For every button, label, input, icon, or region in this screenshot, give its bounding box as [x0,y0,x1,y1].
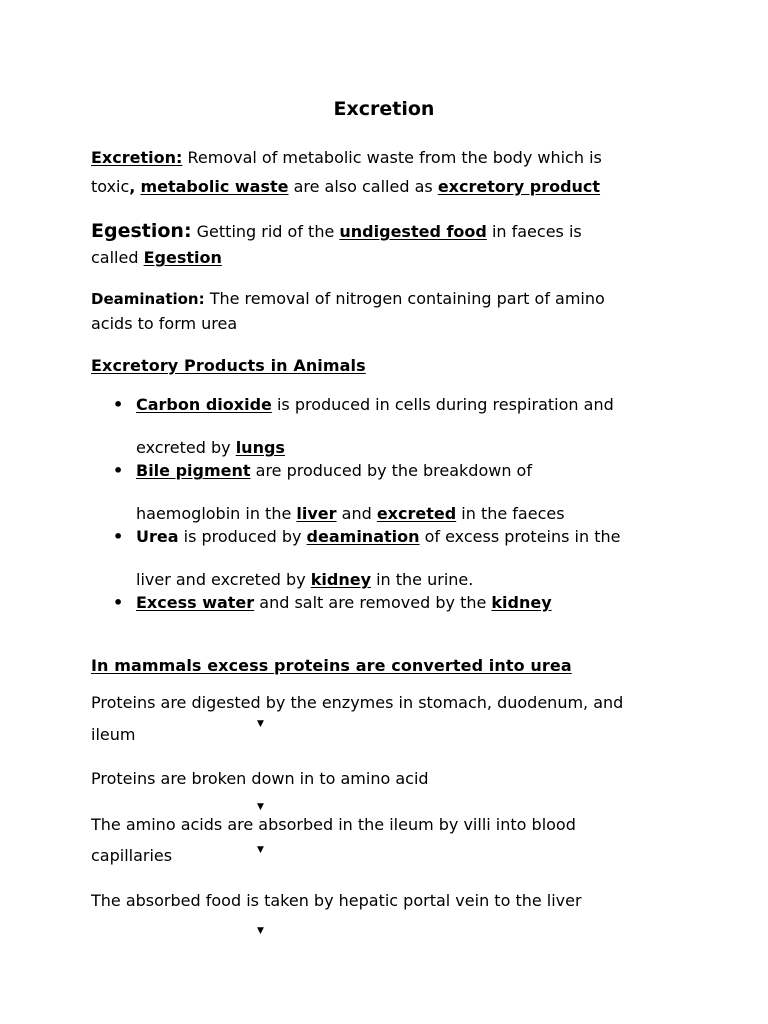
egestion-definition-line2 [91,248,222,268]
bullet-bile-pigment-line2 [136,504,565,524]
deamination-text: The removal of nitrogen containing part of amino [204,289,605,308]
flow-step-1-line2: ileum [91,725,136,744]
excretion-definition-line1 [91,148,602,168]
lungs-term: lungs [235,438,285,457]
down-arrow-icon: ▼ [257,926,264,936]
mammals-heading: In mammals excess proteins are converted into urea [91,656,572,675]
excretion-text: Removal of metabolic waste from the body which is [182,148,602,167]
egestion-term: Egestion: [91,220,192,242]
excretion-definition-line2 [91,177,600,197]
flow-step-4: The absorbed food is taken by hepatic portal vein to the liver [91,891,582,910]
egestion-text: Getting rid of the [191,222,340,241]
bullet-marker: • [113,593,124,612]
bullet-marker: • [113,395,124,414]
bile-pigment-text-faeces: in the faeces [456,504,565,523]
egestion-text-called: called [91,248,144,267]
bile-pigment-term: Bile pigment [136,461,251,480]
bullet-excess-water-line1 [136,593,552,613]
bile-pigment-text-and: and [336,504,377,523]
flow-step-3-line1: The amino acids are absorbed in the ileum by villi into blood [91,815,576,834]
kidney-term: kidney [310,570,371,589]
excess-water-text: and salt are removed by the [254,593,492,612]
excretion-text-toxic: toxic [91,177,130,196]
urea-term: Urea [136,527,179,546]
deamination-definition-line1 [91,289,605,309]
down-arrow-icon: ▼ [257,845,264,855]
bullet-urea-line1 [136,527,620,547]
bullet-carbon-dioxide-line1 [136,395,614,415]
bullet-marker: • [113,461,124,480]
carbon-dioxide-term: Carbon dioxide [136,395,272,414]
excreted-term: excreted [376,504,457,523]
kidney-term-2: kidney [491,593,552,612]
carbon-dioxide-text: is produced in cells during respiration and [271,395,614,414]
flow-step-2: Proteins are broken down in to amino acid [91,769,429,788]
excretion-text-called: are also called as [288,177,438,196]
egestion-text-faeces: in faeces is [486,222,582,241]
deamination-definition-line2: acids to form urea [91,314,238,333]
document-title: Excretion [333,98,435,120]
deamination-link-term: deamination [306,527,420,546]
excretion-comma: , [129,177,136,196]
down-arrow-icon: ▼ [257,802,264,812]
urea-text-urine: in the urine. [371,570,474,589]
bullet-carbon-dioxide-line2 [136,438,285,458]
urea-text-2: liver and excreted by [136,570,311,589]
bile-pigment-text-2: haemoglobin in the [136,504,297,523]
egestion-definition-line1 [91,221,582,242]
excretion-term: Excretion: [91,148,183,167]
bullet-urea-line2 [136,570,473,590]
flow-step-3-line2: capillaries [91,846,173,865]
excretory-product-term: excretory product [437,177,601,196]
undigested-food-term: undigested food [339,222,487,241]
carbon-dioxide-text-2: excreted by [136,438,236,457]
down-arrow-icon: ▼ [257,719,264,729]
deamination-term: Deamination: [91,290,205,308]
liver-term: liver [296,504,337,523]
urea-text: is produced by [178,527,307,546]
urea-text-proteins: of excess proteins in the [419,527,621,546]
flow-step-1-line1: Proteins are digested by the enzymes in stomach, duodenum, and [91,693,624,712]
egestion-term-2: Egestion [143,248,222,267]
excess-water-term: Excess water [136,593,255,612]
bullet-bile-pigment-line1 [136,461,532,481]
excretory-products-heading: Excretory Products in Animals [91,356,366,375]
bullet-marker: • [113,527,124,546]
metabolic-waste-term: metabolic waste [140,177,289,196]
bile-pigment-text: are produced by the breakdown of [250,461,532,480]
